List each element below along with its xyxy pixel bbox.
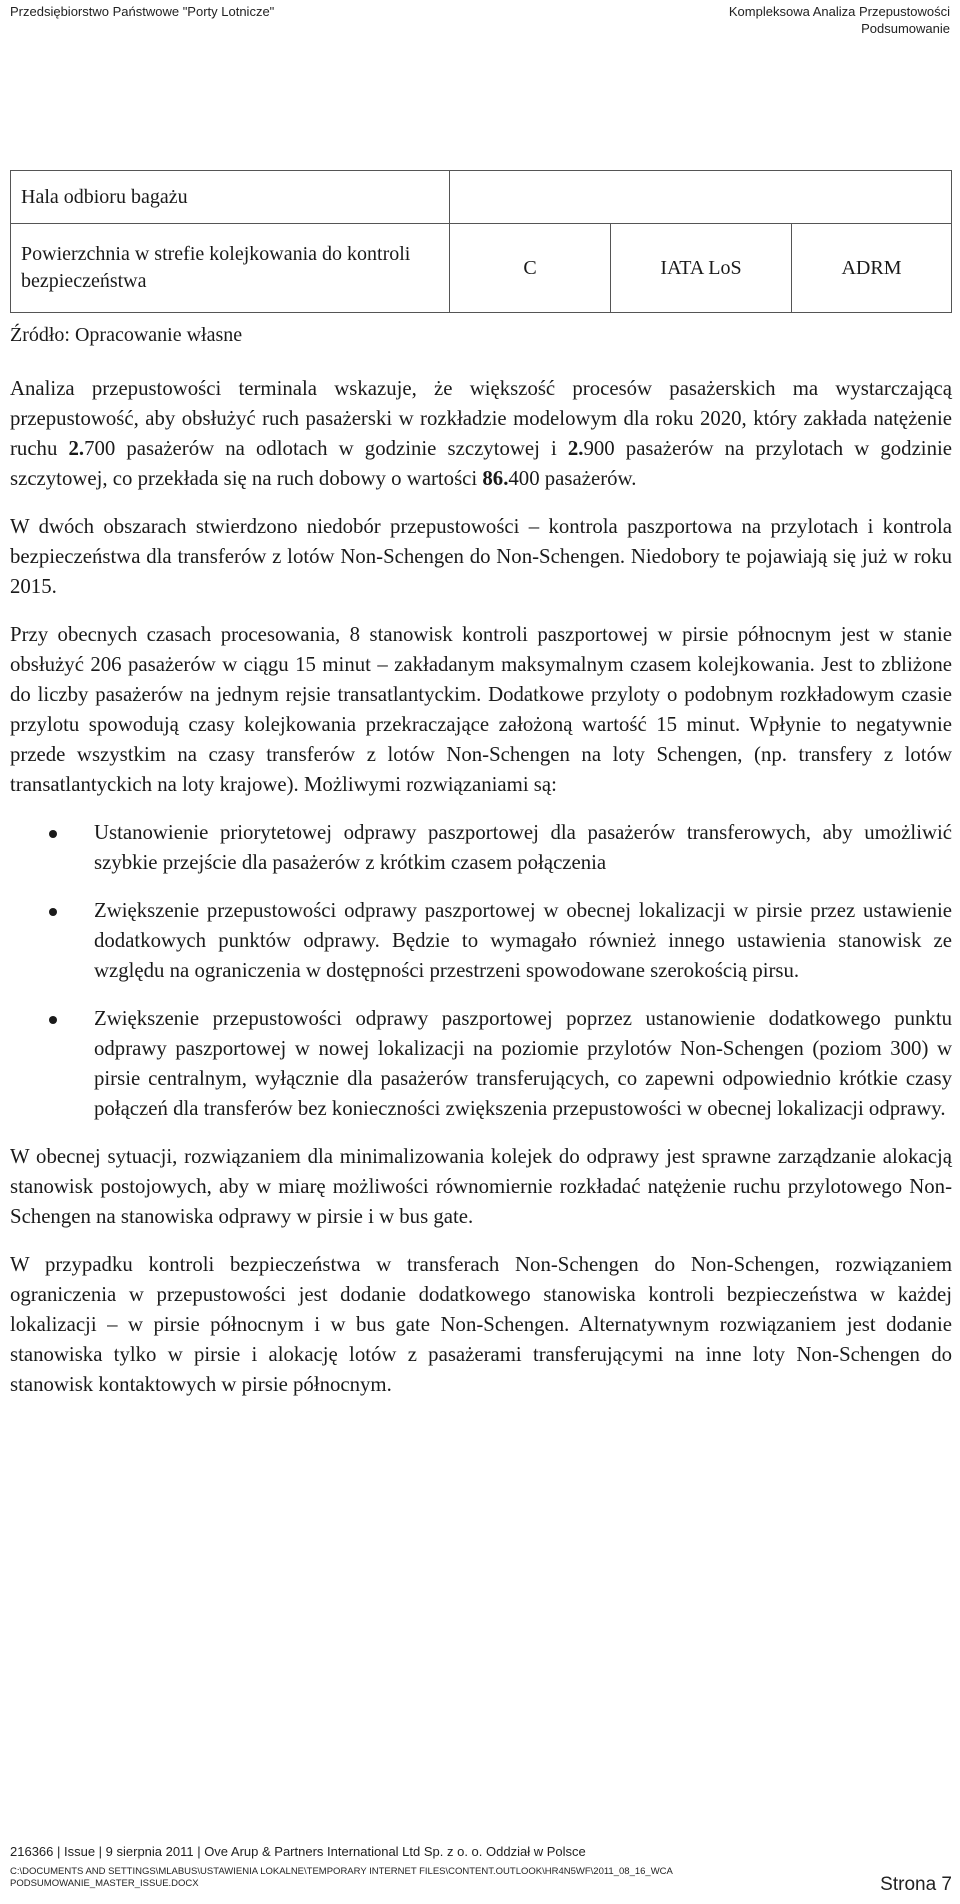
paragraph: Przy obecnych czasach procesowania, 8 stanowisk kontroli paszportowej w pirsie północnym jest w stanie obsłużyć 206 pasażerów w ciągu 15 minut – zakładanym maksymalnym czasem kolejkowania. Jest to zbliżone do liczby pasażerów na jednym rejsie transatlantyckim. Dodatkowe przyloty o podobnym rozkładowym czasie przylotu spowodują czasy kolejkowania przekraczające założoną wartość 15 minut. Wpłynie to negatywnie przede wszystkim na czasy transferów z lotów Non-Schengen na loty Schengen, (np. transfery z lotów transatlantyckich na loty krajowe). Możliwymi rozwiązaniami są: xyxy=(10,623,952,796)
document-body xyxy=(10,374,952,1418)
paragraph: W przypadku kontroli bezpieczeństwa w transferach Non-Schengen do Non-Schengen, rozwiązaniem ograniczenia w przepustowości jest dodanie dodatkowego stanowiska kontroli bezpieczeństwa w każdej lokalizacji – w pirsie północnym i w bus gate Non-Schengen. Alternatywnym rozwiązaniem jest dodanie stanowiska tylko w pirsie i alokację lotów z pasażerami transferującymi na inne loty Non-Schengen do stanowisk kontaktowych w pirsie północnym. xyxy=(10,1253,952,1396)
page-number: Strona 7 xyxy=(880,1874,952,1895)
list-item xyxy=(10,818,952,878)
bold-number: 2. xyxy=(567,437,584,460)
table-cell-empty xyxy=(450,171,952,224)
text-run: 400 pasażerów. xyxy=(508,467,637,490)
table-source-note: Źródło: Opracowanie własne xyxy=(10,324,243,346)
header-right xyxy=(729,3,950,37)
table-row xyxy=(11,171,952,224)
table-row xyxy=(11,224,952,313)
bold-number: 86. xyxy=(482,467,509,490)
header-left: Przedsiębiorstwo Państwowe "Porty Lotnicze" xyxy=(10,4,275,19)
text-run: Analiza przepustowości terminala wskazuje, że większość procesów pasażerskich ma wystarczającą przepustowość, aby obsłużyć ruch pasażerski w rozkładzie modelowym dla roku 2020, który zakłada natężenie ruchu xyxy=(10,377,952,460)
bullet-icon xyxy=(49,830,57,838)
text-run: 900 pasażerów na przylotach w godzinie szczytowej, co przekłada się na ruch dobowy o wartości xyxy=(10,437,952,490)
list-item-text: Zwiększenie przepustowości odprawy paszportowej w obecnej lokalizacji w pirsie przez ustawienie dodatkowych punktów odprawy. Będzie to wymagało również innego ustawienia stanowisk ze względu na ograniczenia w dostępności przestrzeni spowodowane szerokością pirsu. xyxy=(94,899,952,982)
header-title: Kompleksowa Analiza Przepustowości xyxy=(728,4,950,19)
page-footer xyxy=(10,1844,952,1895)
solutions-list xyxy=(10,818,952,1124)
table-cell-standard: IATA LoS xyxy=(611,224,792,313)
table-cell-source: ADRM xyxy=(792,224,952,313)
footer-file-path: C:\DOCUMENTS AND SETTINGS\MLABUS\USTAWIENIA LOKALNE\TEMPORARY INTERNET FILES\CONTENT.OUTLOOK\HR4N5WF\2011_08_16_WCA PODSUMOWANIE_MASTER_ISSUE.DOCX xyxy=(10,1866,673,1889)
text-run: 700 pasażerów na odlotach w godzinie szczytowej i xyxy=(84,437,568,460)
level-of-service-table xyxy=(10,170,952,313)
bullet-icon xyxy=(49,1016,57,1024)
bullet-icon xyxy=(49,908,57,916)
paragraph: W dwóch obszarach stwierdzono niedobór przepustowości – kontrola paszportowa na przylotach i kontrola bezpieczeństwa dla transferów z lotów Non-Schengen do Non-Schengen. Niedobory te pojawiają się już w roku 2015. xyxy=(10,515,952,598)
list-item-text: Ustanowienie priorytetowej odprawy paszportowej dla pasażerów transferowych, aby umożliwić szybkie przejście dla pasażerów z krótkim czasem połączenia xyxy=(94,821,952,874)
table-cell-label: Hala odbioru bagażu xyxy=(11,171,450,224)
paragraph xyxy=(10,374,952,494)
table-cell-value: C xyxy=(450,224,611,313)
list-item xyxy=(10,896,952,986)
table-cell-label: Powierzchnia w strefie kolejkowania do kontroli bezpieczeństwa xyxy=(11,224,450,313)
list-item xyxy=(10,1004,952,1124)
paragraph: W obecnej sytuacji, rozwiązaniem dla minimalizowania kolejek do odprawy jest sprawne zarządzanie alokacją stanowisk postojowych, aby w miarę możliwości równomiernie rozkładać natężenie ruchu przylotowego Non-Schengen na stanowiska odprawy w pirsie i w bus gate. xyxy=(10,1145,952,1228)
footer-document-info: 216366 | Issue | 9 sierpnia 2011 | Ove Arup & Partners International Ltd Sp. z o. o. Oddział w Polsce xyxy=(10,1844,586,1859)
header-subtitle: Podsumowanie xyxy=(861,21,950,36)
bold-number: 2. xyxy=(68,437,85,460)
list-item-text: Zwiększenie przepustowości odprawy paszportowej poprzez ustanowienie dodatkowego punktu odprawy paszportowej w nowej lokalizacji na poziomie przylotów Non-Schengen (poziom 300) w pirsie centralnym, wyłącznie dla pasażerów transferujących, co zapewni odpowiednio krótkie czasy połączeń dla transferów bez konieczności zwiększenia przepustowości w obecnej lokalizacji odprawy. xyxy=(94,1007,952,1120)
